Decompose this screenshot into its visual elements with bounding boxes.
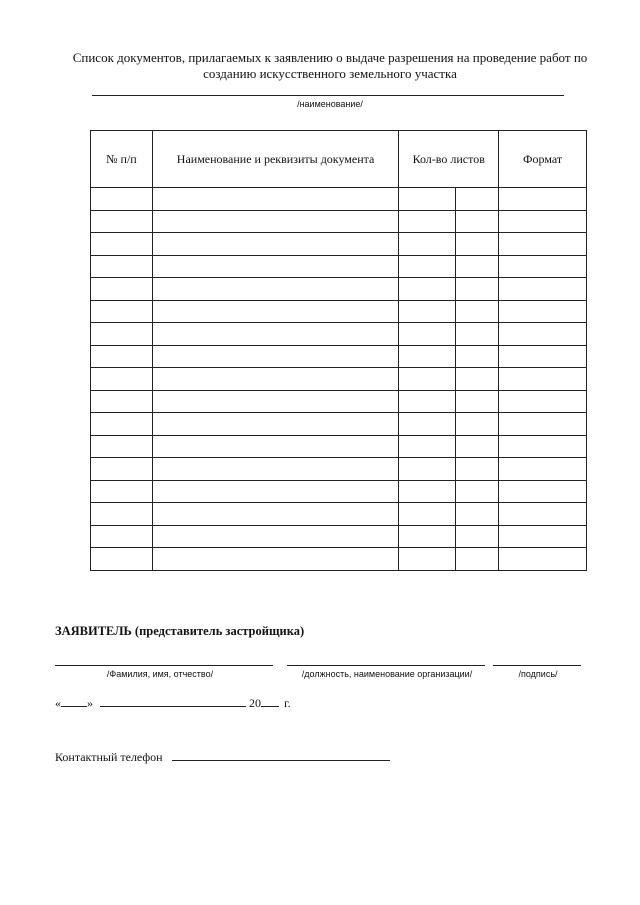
cell-format[interactable]: [499, 458, 587, 481]
cell-number[interactable]: [91, 525, 153, 548]
table-row: [91, 525, 587, 548]
cell-format[interactable]: [499, 233, 587, 256]
cell-sheets-b[interactable]: [456, 255, 499, 278]
cell-number[interactable]: [91, 458, 153, 481]
cell-name[interactable]: [152, 278, 398, 301]
cell-sheets-a[interactable]: [399, 233, 456, 256]
date-open-quote: «: [55, 696, 61, 710]
col-format-header: Формат: [499, 131, 587, 188]
cell-sheets-a[interactable]: [399, 255, 456, 278]
cell-name[interactable]: [152, 368, 398, 391]
cell-number[interactable]: [91, 233, 153, 256]
cell-sheets-b[interactable]: [456, 210, 499, 233]
cell-sheets-a[interactable]: [399, 188, 456, 211]
cell-number[interactable]: [91, 480, 153, 503]
cell-number[interactable]: [91, 210, 153, 233]
cell-format[interactable]: [499, 480, 587, 503]
cell-name[interactable]: [152, 323, 398, 346]
table-row: [91, 210, 587, 233]
cell-number[interactable]: [91, 300, 153, 323]
cell-sheets-b[interactable]: [456, 233, 499, 256]
cell-format[interactable]: [499, 435, 587, 458]
cell-sheets-b[interactable]: [456, 188, 499, 211]
cell-sheets-b[interactable]: [456, 368, 499, 391]
cell-format[interactable]: [499, 210, 587, 233]
cell-sheets-a[interactable]: [399, 480, 456, 503]
cell-name[interactable]: [152, 503, 398, 526]
table-row: [91, 435, 587, 458]
cell-name[interactable]: [152, 413, 398, 436]
cell-sheets-a[interactable]: [399, 413, 456, 436]
cell-format[interactable]: [499, 300, 587, 323]
cell-format[interactable]: [499, 323, 587, 346]
cell-name[interactable]: [152, 300, 398, 323]
cell-sheets-b[interactable]: [456, 390, 499, 413]
cell-name[interactable]: [152, 458, 398, 481]
cell-sheets-a[interactable]: [399, 300, 456, 323]
cell-name[interactable]: [152, 255, 398, 278]
cell-sheets-a[interactable]: [399, 458, 456, 481]
fio-line: [55, 665, 273, 666]
cell-name[interactable]: [152, 548, 398, 571]
table-row: [91, 233, 587, 256]
cell-sheets-b[interactable]: [456, 300, 499, 323]
table-row: [91, 413, 587, 436]
cell-sheets-b[interactable]: [456, 525, 499, 548]
table-row: [91, 278, 587, 301]
phone-label: Контактный телефон: [55, 750, 163, 764]
cell-sheets-b[interactable]: [456, 413, 499, 436]
table-row: [91, 368, 587, 391]
cell-number[interactable]: [91, 345, 153, 368]
cell-sheets-a[interactable]: [399, 503, 456, 526]
cell-format[interactable]: [499, 188, 587, 211]
signature-caption: /подпись/: [518, 669, 558, 679]
cell-sheets-b[interactable]: [456, 548, 499, 571]
cell-sheets-a[interactable]: [399, 210, 456, 233]
cell-sheets-b[interactable]: [456, 435, 499, 458]
cell-sheets-b[interactable]: [456, 345, 499, 368]
cell-number[interactable]: [91, 368, 153, 391]
cell-number[interactable]: [91, 323, 153, 346]
cell-format[interactable]: [499, 413, 587, 436]
cell-name[interactable]: [152, 480, 398, 503]
cell-sheets-b[interactable]: [456, 278, 499, 301]
cell-sheets-b[interactable]: [456, 503, 499, 526]
date-close-quote: »: [87, 696, 93, 710]
table-header-row: [91, 131, 587, 188]
table-row: [91, 458, 587, 481]
applicant-heading: ЗАЯВИТЕЛЬ (представитель застройщика): [55, 624, 305, 638]
document-title: Список документов, прилагаемых к заявлению о выдаче разрешения на проведение работ по созданию искусственного земельного участка: [72, 50, 588, 81]
cell-sheets-b[interactable]: [456, 480, 499, 503]
cell-number[interactable]: [91, 255, 153, 278]
year-blank[interactable]: [261, 694, 279, 707]
documents-table: [90, 130, 587, 571]
cell-sheets-a[interactable]: [399, 345, 456, 368]
table-row: [91, 548, 587, 571]
col-sheets-header: Кол-во листов: [399, 131, 499, 188]
name-caption: /наименование/: [297, 99, 363, 109]
cell-sheets-a[interactable]: [399, 435, 456, 458]
cell-sheets-b[interactable]: [456, 323, 499, 346]
cell-format[interactable]: [499, 548, 587, 571]
cell-sheets-a[interactable]: [399, 278, 456, 301]
table-row: [91, 390, 587, 413]
table-body: [91, 188, 587, 571]
phone-row: [55, 748, 390, 765]
cell-sheets-a[interactable]: [399, 323, 456, 346]
cell-format[interactable]: [499, 345, 587, 368]
table-row: [91, 345, 587, 368]
date-day-blank[interactable]: [61, 694, 87, 707]
cell-number[interactable]: [91, 413, 153, 436]
cell-name[interactable]: [152, 525, 398, 548]
cell-number[interactable]: [91, 278, 153, 301]
phone-blank[interactable]: [172, 748, 390, 761]
cell-name[interactable]: [152, 233, 398, 256]
cell-format[interactable]: [499, 525, 587, 548]
cell-number[interactable]: [91, 188, 153, 211]
cell-number[interactable]: [91, 390, 153, 413]
signature-line: [493, 665, 581, 666]
cell-sheets-a[interactable]: [399, 525, 456, 548]
table-row: [91, 188, 587, 211]
cell-number[interactable]: [91, 548, 153, 571]
year-suffix: г.: [284, 696, 291, 710]
table-row: [91, 323, 587, 346]
cell-name[interactable]: [152, 345, 398, 368]
cell-sheets-b[interactable]: [456, 458, 499, 481]
fio-caption: /Фамилия, имя, отчество/: [106, 669, 214, 679]
position-line: [287, 665, 485, 666]
cell-number[interactable]: [91, 503, 153, 526]
col-number-header: № п/п: [91, 131, 153, 188]
cell-number[interactable]: [91, 435, 153, 458]
cell-name[interactable]: [152, 390, 398, 413]
cell-name[interactable]: [152, 188, 398, 211]
cell-format[interactable]: [499, 503, 587, 526]
cell-format[interactable]: [499, 255, 587, 278]
col-name-header: Наименование и реквизиты документа: [152, 131, 398, 188]
cell-sheets-a[interactable]: [399, 368, 456, 391]
table-row: [91, 503, 587, 526]
cell-name[interactable]: [152, 435, 398, 458]
date-month-blank[interactable]: [100, 694, 246, 707]
position-caption: /должность, наименование организации/: [301, 669, 473, 679]
cell-sheets-a[interactable]: [399, 390, 456, 413]
cell-format[interactable]: [499, 390, 587, 413]
cell-name[interactable]: [152, 210, 398, 233]
date-row: [55, 694, 291, 711]
table-row: [91, 255, 587, 278]
cell-sheets-a[interactable]: [399, 548, 456, 571]
cell-format[interactable]: [499, 368, 587, 391]
name-underline: [92, 95, 564, 96]
table-row: [91, 300, 587, 323]
cell-format[interactable]: [499, 278, 587, 301]
year-prefix: 20: [249, 696, 261, 710]
table-row: [91, 480, 587, 503]
